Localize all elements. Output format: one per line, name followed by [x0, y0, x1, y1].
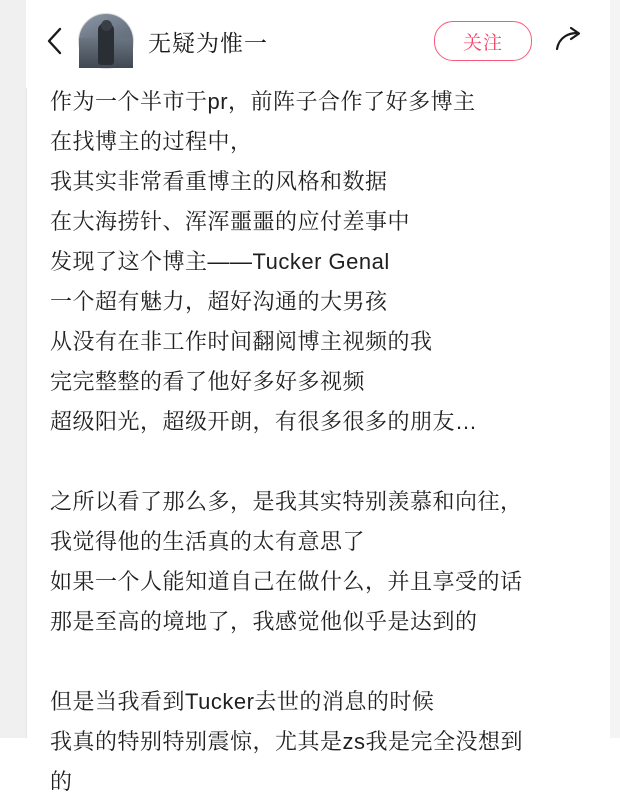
post-line: 的: [50, 769, 73, 794]
share-arrow-icon: [555, 27, 585, 55]
post-line: 发现了这个博主——Tucker Genal: [50, 249, 390, 274]
post-line: 我真的特别特别震惊，尤其是zs我是完全没想到: [50, 729, 524, 754]
post-line: 我觉得他的生活真的太有意思了: [50, 529, 366, 554]
post-line: 完完整整的看了他好多好多视频: [50, 369, 366, 394]
chevron-left-icon: [45, 26, 65, 56]
post-body: [26, 82, 610, 794]
post-line-blank: [50, 642, 586, 682]
author-username[interactable]: 无疑为惟一: [148, 29, 268, 56]
avatar[interactable]: [78, 13, 134, 69]
share-button[interactable]: [548, 21, 592, 61]
left-gutter: [0, 0, 27, 738]
post-line: 作为一个半市于pr，前阵子合作了好多博主: [50, 89, 476, 114]
post-line: 在大海捞针、浑浑噩噩的应付差事中: [50, 209, 411, 234]
post-line: 如果一个人能知道自己在做什么，并且享受的话: [50, 569, 523, 594]
post-line: 那是至高的境地了，我感觉他似乎是达到的: [50, 609, 478, 634]
post-line: 从没有在非工作时间翻阅博主视频的我: [50, 329, 433, 354]
post-line-blank: [50, 442, 586, 482]
post-line: 超级阳光，超级开朗，有很多很多的朋友…: [50, 409, 478, 434]
post-line: 我其实非常看重博主的风格和数据: [50, 169, 388, 194]
top-navigation-bar: [26, 0, 610, 82]
post-line: 但是当我看到Tucker去世的消息的时候: [50, 689, 435, 714]
post-line: 一个超有魅力，超好沟通的大男孩: [50, 289, 388, 314]
back-button[interactable]: [38, 21, 72, 61]
right-gutter: [610, 0, 620, 738]
post-line: 在找博主的过程中，: [50, 129, 253, 154]
follow-button[interactable]: 关注: [434, 21, 532, 61]
post-line: 之所以看了那么多，是我其实特别羡慕和向往，: [50, 489, 523, 514]
